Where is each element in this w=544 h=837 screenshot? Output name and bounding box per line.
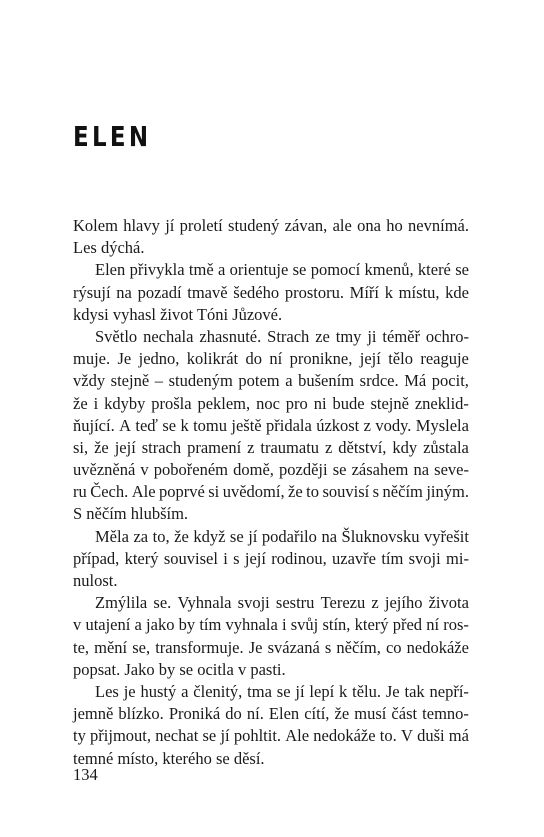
text-line: případ, který souvisel i s její rodinou, uzavře tím svoji mi-	[73, 548, 469, 568]
paragraph	[73, 259, 469, 326]
text-line: Světlo nechala zhasnuté. Strach ze tmy ji téměř ochro-	[95, 326, 469, 346]
paragraph	[73, 592, 469, 681]
paragraph	[73, 215, 469, 259]
chapter-text	[73, 215, 469, 770]
paragraph	[73, 326, 469, 526]
text-line: Kolem hlavy jí proletí studený závan, ale ona ho nevnímá.	[73, 216, 469, 235]
paragraph	[73, 681, 469, 770]
text-line: nulost.	[73, 571, 118, 590]
text-line: Les je hustý a členitý, tma se jí lepí k tělu. Je tak nepří-	[95, 681, 469, 701]
text-line: uvězněná v pobořeném domě, později se zásahem na seve-	[73, 460, 469, 480]
text-line: Měla za to, že když se jí podařilo na Šluknovsku vyřešit	[95, 526, 469, 546]
text-line: si, že její strach pramení z traumatu z dětství, kdy zůstala	[73, 437, 469, 457]
text-line: muje. Je jedno, kolikrát do ní pronikne, její tělo reaguje	[73, 349, 469, 369]
text-line: Elen přivykla tmě a orientuje se pomocí kmenů, které se	[95, 260, 469, 280]
text-line: vždy stejně – studeným potem a bušením srdce. Má pocit,	[73, 371, 469, 391]
text-line: ru Čech. Ale poprvé si uvědomí, že to souvisí s něčím jiným.	[73, 482, 469, 502]
text-line: jemně blízko. Proniká do ní. Elen cítí, že musí část temno-	[73, 704, 469, 724]
text-line: Les dýchá.	[73, 238, 145, 258]
text-line: temné místo, kterého se děsí.	[73, 748, 265, 768]
text-line: popsat. Jako by se ocitla v pasti.	[73, 659, 286, 679]
paragraph	[73, 526, 469, 593]
text-line: ňující. A teď se k tomu ještě přidala úzkost z vody. Myslela	[73, 415, 469, 435]
text-line: rýsují na pozadí tmavě šedého prostoru. Míří k místu, kde	[73, 282, 469, 302]
text-line: S něčím hlubším.	[73, 504, 189, 524]
text-line: v utajení a jako by tím vyhnala i svůj stín, který před ní ros-	[73, 615, 469, 635]
text-line: te, mění se, transformuje. Je svázaná s něčím, co nedokáže	[73, 637, 469, 657]
page-number: 134	[73, 765, 98, 784]
text-line: kdysi vyhasl život Tóni Jůzové.	[73, 304, 283, 324]
text-line: ty přijmout, nechat se jí pohltit. Ale nedokáže to. V duši má	[73, 726, 469, 746]
text-line: Zmýlila se. Vyhnala svoji sestru Terezu z jejího života	[95, 593, 469, 613]
text-line: že i kdyby prošla peklem, noc pro ni bude stejně zneklid-	[73, 393, 469, 413]
chapter-title: ELEN	[73, 120, 152, 153]
